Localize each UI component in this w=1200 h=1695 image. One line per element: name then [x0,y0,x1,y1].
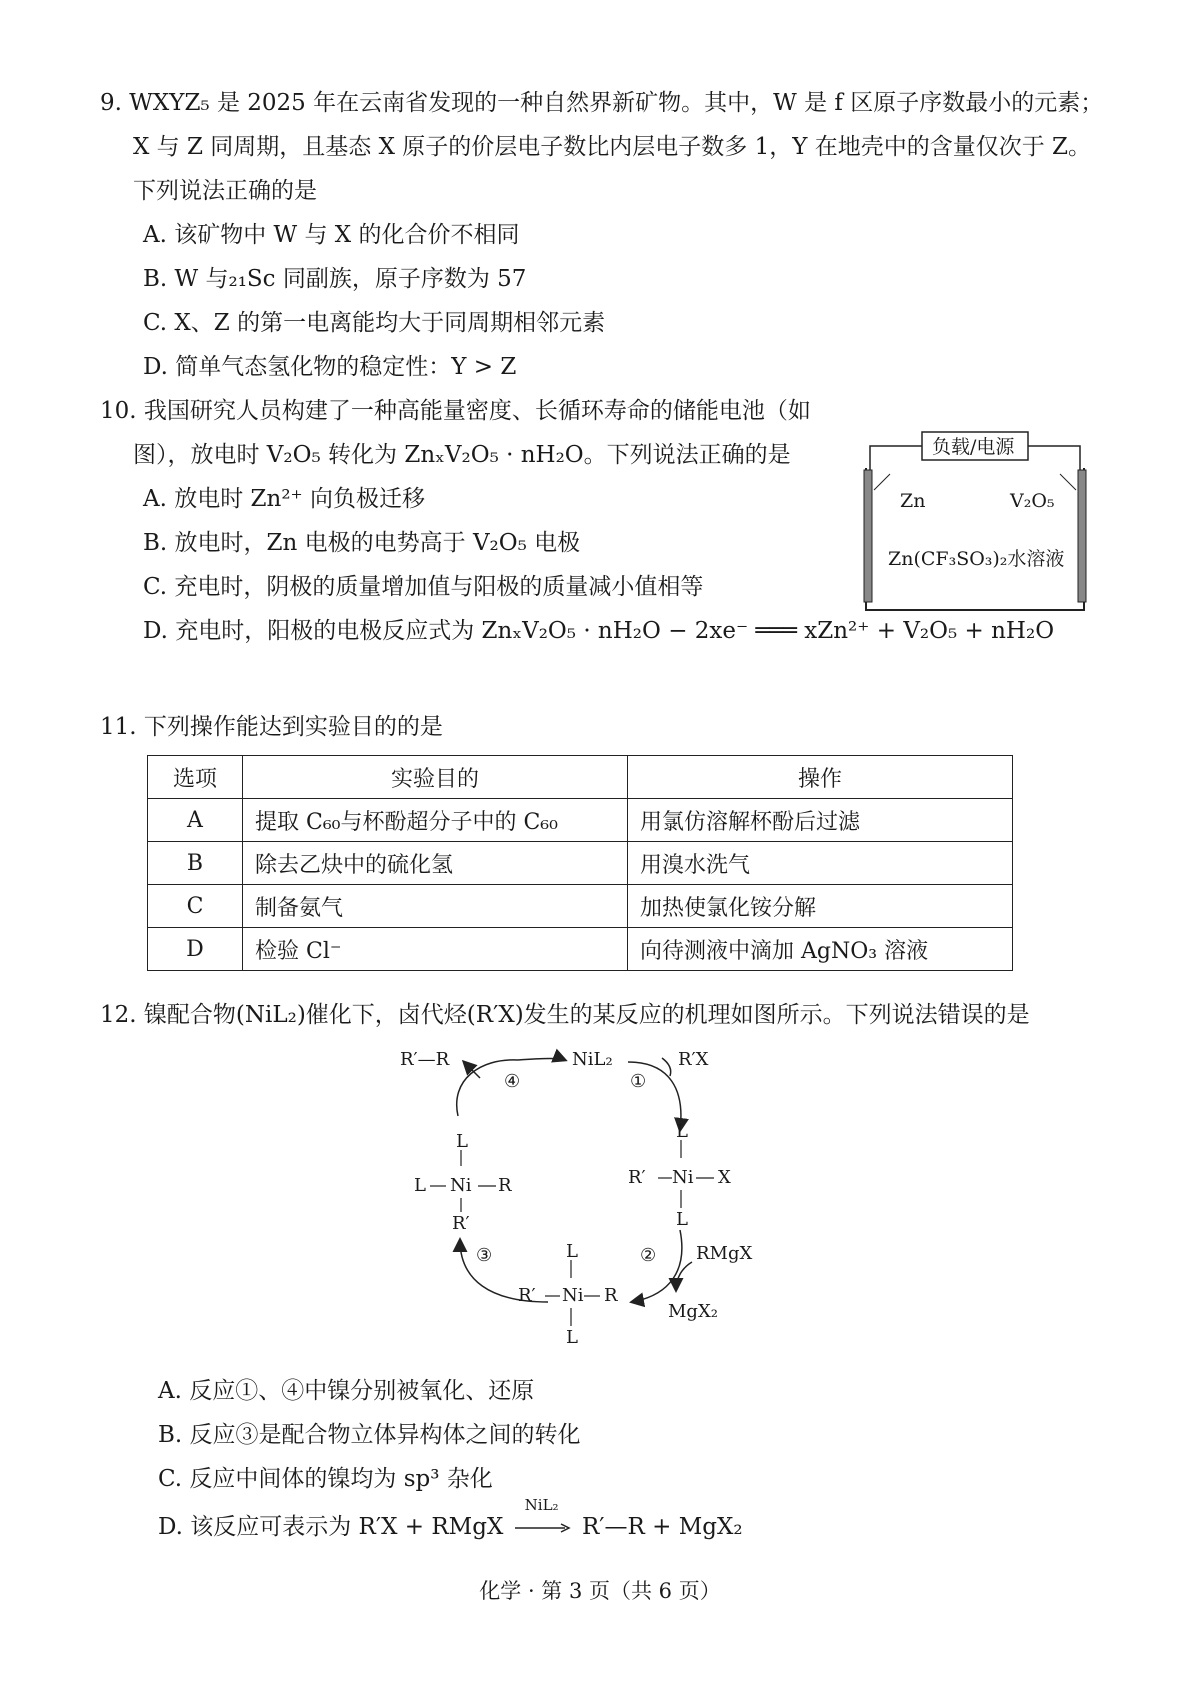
step-4-label: ④ [504,1071,521,1092]
row-d-purpose: 检验 Cl⁻ [243,928,628,971]
row-c-purpose: 制备氨气 [243,885,628,928]
zn-electrode-label: Zn [900,490,926,512]
row-d-option: D [148,928,243,971]
right-complex-x: X [718,1167,731,1188]
q9-stem-line3: 下列说法正确的是 [133,178,317,204]
q10-option-c: C. 充电时，阴极的质量增加值与阳极的质量减小值相等 [143,574,704,600]
load-power-label: 负载/电源 [932,436,1015,458]
reaction-arrow-catalyst: NiL₂ [524,1496,559,1514]
left-complex-l-left: L [414,1175,426,1196]
q9-option-a: A. 该矿物中 W 与 X 的化合价不相同 [143,222,520,248]
step-2-label: ② [640,1245,657,1266]
row-c-option: C [148,885,243,928]
q9-stem-line1: 9. WXYZ₅ 是 2025 年在云南省发现的一种自然界新矿物。其中，W 是 f 区原子序数最小的元素； [100,90,1104,116]
reaction-arrow-line [515,1521,571,1535]
row-b-operation: 用溴水洗气 [628,842,1013,885]
row-a-option: A [148,799,243,842]
q10-option-a: A. 放电时 Zn²⁺ 向负极迁移 [143,486,426,512]
header-operation: 操作 [628,756,1013,799]
table-row [148,799,1013,842]
product-rr-label: R′—R [400,1049,450,1070]
q9-stem-line2: X 与 Z 同周期，且基态 X 原子的价层电子数比内层电子数多 1，Y 在地壳中的含量仅次于 Z。 [133,134,1092,160]
electrolyte-label: Zn(CF₃SO₃)₂水溶液 [888,548,1065,570]
right-complex-l-top: L [676,1121,688,1142]
q11-table [147,755,1013,971]
table-header-row [148,756,1013,799]
reaction-arrow [515,1496,571,1542]
bottom-complex-ni: Ni [562,1285,584,1306]
table-row [148,928,1013,971]
table-row [148,885,1013,928]
bottom-complex-l-bottom: L [566,1327,578,1348]
bottom-complex-l-top: L [566,1241,578,1262]
bottom-complex-rp: R′ [518,1285,536,1306]
left-complex-rp: R′ [452,1213,470,1234]
v2o5-electrode-label: V₂O₅ [1010,490,1055,512]
q12-stem: 12. 镍配合物(NiL₂)催化下，卤代烃(R′X)发生的某反应的机理如图所示。下列说法错误的是 [100,1002,1030,1028]
reagent-rx-label: R′X [678,1049,709,1070]
left-complex-ni: Ni [450,1175,472,1196]
row-a-purpose: 提取 C₆₀与杯酚超分子中的 C₆₀ [243,799,628,842]
header-purpose: 实验目的 [243,756,628,799]
row-a-operation: 用氯仿溶解杯酚后过滤 [628,799,1013,842]
battery-diagram [860,428,1090,618]
q10-option-b: B. 放电时，Zn 电极的电势高于 V₂O₅ 电极 [143,530,581,556]
mechanism-diagram [400,1040,860,1360]
row-d-operation: 向待测液中滴加 AgNO₃ 溶液 [628,928,1013,971]
row-b-purpose: 除去乙炔中的硫化氢 [243,842,628,885]
q12-option-c: C. 反应中间体的镍均为 sp³ 杂化 [158,1466,493,1492]
right-complex-rp: R′ [628,1167,646,1188]
catalyst-nil2-label: NiL₂ [572,1049,613,1070]
q11-stem: 11. 下列操作能达到实验目的的是 [100,714,443,740]
q10-stem-line1: 10. 我国研究人员构建了一种高能量密度、长循环寿命的储能电池（如 [100,398,811,424]
left-complex-r: R [498,1175,512,1196]
q9-option-b: B. W 与₂₁Sc 同副族，原子序数为 57 [143,266,527,292]
q10-option-d: D. 充电时，阳极的电极反应式为 ZnₓV₂O₅ · nH₂O − 2xe⁻ ═══ xZn²⁺ + V₂O₅ + nH₂O [143,618,1055,644]
right-complex-ni: Ni [672,1167,694,1188]
q12-option-d [158,1496,743,1542]
step-3-label: ③ [476,1245,493,1266]
page-footer: 化学 · 第 3 页（共 6 页） [479,1579,721,1603]
q10-stem-line2: 图），放电时 V₂O₅ 转化为 ZnₓV₂O₅ · nH₂O。下列说法正确的是 [133,442,791,468]
header-option: 选项 [148,756,243,799]
row-c-operation: 加热使氯化铵分解 [628,885,1013,928]
byproduct-mgx2-label: MgX₂ [668,1301,718,1322]
bottom-complex-r: R [604,1285,618,1306]
q12-option-d-suffix: R′—R + MgX₂ [581,1514,743,1540]
q12-option-d-prefix: D. 该反应可表示为 R′X + RMgX [158,1514,504,1540]
table-row [148,842,1013,885]
step-1-label: ① [630,1071,647,1092]
q9-option-c: C. X、Z 的第一电离能均大于同周期相邻元素 [143,310,606,336]
q12-option-a: A. 反应①、④中镍分别被氧化、还原 [158,1378,535,1404]
left-complex-l-top: L [456,1131,468,1152]
row-b-option: B [148,842,243,885]
right-complex-l-bottom: L [676,1209,688,1230]
q12-option-b: B. 反应③是配合物立体异构体之间的转化 [158,1422,581,1448]
reagent-rmgx-label: RMgX [696,1243,753,1264]
q9-option-d: D. 简单气态氢化物的稳定性：Y > Z [143,354,517,380]
